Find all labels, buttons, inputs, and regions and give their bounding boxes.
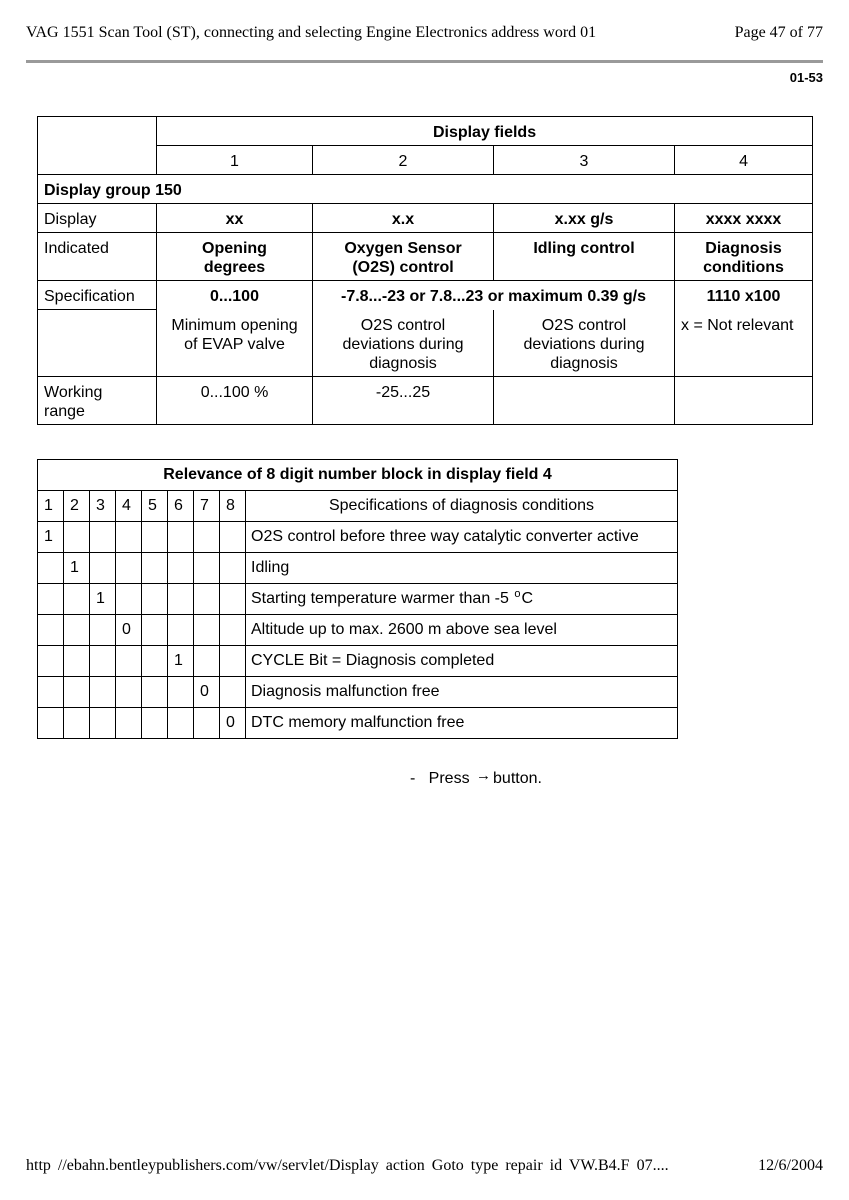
table-row — [38, 646, 678, 677]
display-group-title: Display group 150 — [38, 175, 813, 204]
condition-text-main: Starting temperature warmer than -5 — [251, 590, 514, 607]
working-value — [494, 376, 675, 424]
condition-text: Diagnosis malfunction free — [246, 677, 678, 708]
instruction-text: Press — [428, 770, 470, 787]
digit-cell — [220, 677, 246, 708]
spec-note: O2S control deviations during diagnosis — [313, 310, 494, 377]
digit-header: 2 — [64, 491, 90, 522]
digit-cell — [38, 553, 64, 584]
digit-cell — [194, 553, 220, 584]
digit-cell: 0 — [220, 708, 246, 739]
page-header-title: VAG 1551 Scan Tool (ST), connecting and selecting Engine Electronics address word 01 — [26, 24, 597, 41]
working-value: -25...25 — [313, 376, 494, 424]
digit-cell: 0 — [116, 615, 142, 646]
instruction-text-end: button. — [493, 770, 542, 787]
digit-cell — [142, 615, 168, 646]
digit-cell: 0 — [194, 677, 220, 708]
condition-text: O2S control before three way catalytic converter active — [246, 522, 678, 553]
spec-label-continuation — [38, 310, 157, 377]
digit-cell — [64, 522, 90, 553]
digit-cell — [142, 646, 168, 677]
table-row — [38, 708, 678, 739]
row-label-working-range: Working range — [38, 376, 157, 424]
field-number: 3 — [494, 146, 675, 175]
indicated-value: Opening degrees — [157, 233, 313, 281]
digit-cell — [64, 584, 90, 615]
instruction-line — [410, 767, 542, 788]
indicated-value: Oxygen Sensor (O2S) control — [313, 233, 494, 281]
digit-cell — [168, 522, 194, 553]
digit-cell — [194, 708, 220, 739]
digit-cell — [194, 522, 220, 553]
digit-cell — [116, 522, 142, 553]
digit-cell: 1 — [64, 553, 90, 584]
digit-cell — [64, 615, 90, 646]
digit-cell — [142, 522, 168, 553]
digit-cell — [168, 615, 194, 646]
spec-note: x = Not relevant — [675, 310, 813, 377]
digit-cell — [168, 584, 194, 615]
row-label-indicated: Indicated — [38, 233, 157, 281]
spec-note: Minimum opening of EVAP valve — [157, 310, 313, 377]
digit-cell — [116, 584, 142, 615]
relevance-table-title: Relevance of 8 digit number block in display field 4 — [38, 460, 678, 491]
digit-cell — [142, 677, 168, 708]
digit-cell — [142, 584, 168, 615]
table-corner-cell — [38, 117, 157, 175]
spec-value: -7.8...-23 or 7.8...23 or maximum 0.39 g/s — [313, 281, 675, 310]
digit-cell — [90, 553, 116, 584]
document-code: 01-53 — [789, 70, 823, 85]
condition-text — [246, 584, 678, 615]
table-row — [38, 522, 678, 553]
display-value: x.x — [313, 204, 494, 233]
digit-cell — [38, 584, 64, 615]
condition-text-unit: C — [521, 590, 534, 607]
digit-cell — [38, 677, 64, 708]
digit-header: 1 — [38, 491, 64, 522]
digit-header: 7 — [194, 491, 220, 522]
display-group-table — [37, 116, 813, 425]
digit-header: 4 — [116, 491, 142, 522]
digit-cell — [38, 646, 64, 677]
digit-cell — [142, 553, 168, 584]
digit-cell — [194, 584, 220, 615]
digit-cell — [38, 708, 64, 739]
display-value: x.xx g/s — [494, 204, 675, 233]
digit-cell: 1 — [90, 584, 116, 615]
digit-cell — [90, 677, 116, 708]
display-fields-header: Display fields — [157, 117, 813, 146]
field-number: 1 — [157, 146, 313, 175]
digit-cell — [220, 522, 246, 553]
header-divider — [26, 60, 823, 63]
spec-value: 0...100 — [157, 281, 313, 310]
digit-cell — [220, 584, 246, 615]
field-number: 4 — [675, 146, 813, 175]
digit-cell — [194, 615, 220, 646]
spec-value: 1110 x100 — [675, 281, 813, 310]
digit-cell — [142, 708, 168, 739]
display-value: xx — [157, 204, 313, 233]
digit-header: 3 — [90, 491, 116, 522]
display-value: xxxx xxxx — [675, 204, 813, 233]
spec-note: O2S control deviations during diagnosis — [494, 310, 675, 377]
digit-cell — [90, 708, 116, 739]
table-row — [38, 553, 678, 584]
indicated-value: Diagnosis conditions — [675, 233, 813, 281]
condition-text: CYCLE Bit = Diagnosis completed — [246, 646, 678, 677]
condition-text: Altitude up to max. 2600 m above sea level — [246, 615, 678, 646]
digit-cell — [90, 646, 116, 677]
digit-cell — [194, 646, 220, 677]
table-row — [38, 584, 678, 615]
page-number: Page 47 of 77 — [734, 24, 823, 41]
row-label-specification: Specification — [38, 281, 157, 310]
digit-header: 8 — [220, 491, 246, 522]
digit-cell — [168, 553, 194, 584]
working-value: 0...100 % — [157, 376, 313, 424]
degree-symbol: o — [514, 588, 521, 600]
digit-cell — [90, 615, 116, 646]
working-value — [675, 376, 813, 424]
condition-text: Idling — [246, 553, 678, 584]
row-label-display: Display — [38, 204, 157, 233]
indicated-value: Idling control — [494, 233, 675, 281]
digit-cell: 1 — [168, 646, 194, 677]
spec-column-header: Specifications of diagnosis conditions — [246, 491, 678, 522]
digit-cell — [90, 522, 116, 553]
digit-cell — [64, 708, 90, 739]
digit-cell — [116, 677, 142, 708]
footer-url: http //ebahn.bentleypublishers.com/vw/servlet/Display action Goto type repair id VW.B4.F 07.... — [26, 1157, 669, 1174]
table-row — [38, 615, 678, 646]
digit-cell — [168, 677, 194, 708]
digit-cell — [38, 615, 64, 646]
footer-date: 12/6/2004 — [758, 1157, 823, 1174]
condition-text: DTC memory malfunction free — [246, 708, 678, 739]
digit-cell — [64, 646, 90, 677]
digit-cell — [116, 646, 142, 677]
digit-cell — [168, 708, 194, 739]
digit-cell — [116, 708, 142, 739]
right-arrow-icon: → — [476, 767, 492, 784]
field-number: 2 — [313, 146, 494, 175]
digit-cell — [220, 615, 246, 646]
digit-cell: 1 — [38, 522, 64, 553]
digit-cell — [220, 646, 246, 677]
digit-cell — [116, 553, 142, 584]
digit-header: 6 — [168, 491, 194, 522]
digit-relevance-table — [37, 459, 678, 739]
digit-cell — [64, 677, 90, 708]
instruction-dash: - — [410, 770, 416, 787]
digit-cell — [220, 553, 246, 584]
table-row — [38, 677, 678, 708]
digit-header: 5 — [142, 491, 168, 522]
